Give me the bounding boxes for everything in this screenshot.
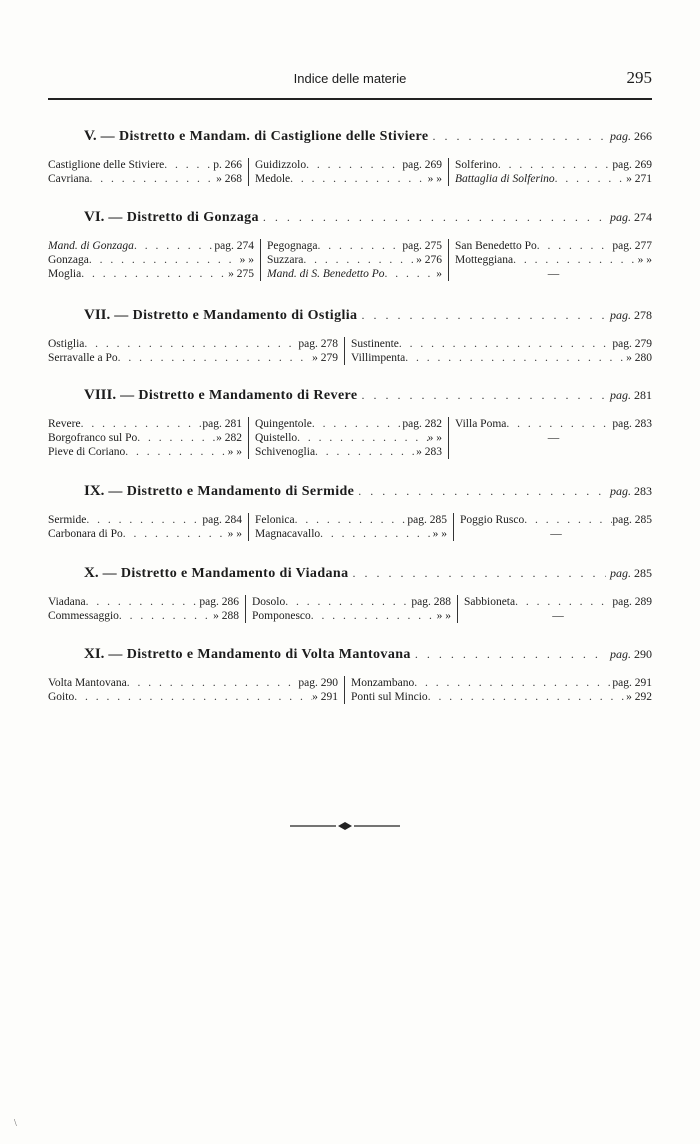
leader-dots xyxy=(137,431,216,445)
section-heading xyxy=(48,209,652,231)
entry-page-ref: » 279 xyxy=(312,352,338,364)
entries-grid xyxy=(48,417,652,459)
index-section xyxy=(48,307,652,365)
section-page-number: 290 xyxy=(634,647,652,661)
entry-column xyxy=(245,595,457,623)
leader-dots xyxy=(303,253,416,267)
page-abbrev: pag. xyxy=(610,647,631,661)
leader-dots xyxy=(86,513,202,527)
section-heading xyxy=(48,307,652,329)
section-page-ref xyxy=(610,647,652,662)
section-number: VI. xyxy=(84,209,105,225)
section-page-number: 274 xyxy=(634,210,652,224)
entry-page-ref: pag. 277 xyxy=(612,240,652,252)
entry-page-ref: pag. 269 xyxy=(612,159,652,171)
leader-dots xyxy=(81,267,228,281)
index-entry xyxy=(48,609,239,623)
entry-column xyxy=(448,417,652,459)
section-number: VII. xyxy=(84,307,111,323)
leader-dots xyxy=(515,595,612,609)
leader-dots xyxy=(164,158,213,172)
index-entry xyxy=(455,417,652,431)
entry-name: Commessaggio xyxy=(48,610,119,622)
section-page-number: 266 xyxy=(634,129,652,143)
entry-name: Villa Poma xyxy=(455,418,507,430)
entry-page-ref: pag. 286 xyxy=(199,596,239,608)
leader-dots xyxy=(290,172,427,186)
leader-dots xyxy=(297,431,427,445)
index-entry xyxy=(48,337,338,351)
entry-page-ref: » » xyxy=(227,446,242,458)
index-entry xyxy=(48,445,242,459)
ornament-divider xyxy=(290,821,400,831)
index-entry xyxy=(455,431,652,445)
section-page-ref xyxy=(610,566,652,581)
entry-page-ref: » 280 xyxy=(626,352,652,364)
entry-page-ref: pag. 288 xyxy=(411,596,451,608)
entry-page-ref: pag. 289 xyxy=(612,596,652,608)
index-entry xyxy=(255,513,447,527)
page-abbrev: pag. xyxy=(610,129,631,143)
entry-page-ref: pag. 290 xyxy=(298,677,338,689)
entry-page-ref: pag. 281 xyxy=(202,418,242,430)
entry-page-ref: pag. 282 xyxy=(402,418,442,430)
entry-column xyxy=(248,417,448,459)
entry-column xyxy=(248,158,448,186)
leader-dots xyxy=(74,690,312,704)
section-heading xyxy=(48,565,652,587)
section-title: — Distretto e Mandamento di Sermide xyxy=(108,484,355,499)
entry-column xyxy=(48,337,344,365)
leader-dots xyxy=(524,513,612,527)
stray-mark: \ xyxy=(14,1118,17,1129)
leader-dots xyxy=(433,129,606,144)
entry-page-ref: pag. 275 xyxy=(402,240,442,252)
leader-dots xyxy=(119,609,213,623)
leader-dots xyxy=(127,676,299,690)
index-section xyxy=(48,483,652,541)
index-entry xyxy=(48,431,242,445)
leader-dots xyxy=(84,337,298,351)
section-number: IX. xyxy=(84,483,105,499)
section-number: X. xyxy=(84,565,99,581)
entry-page-ref: pag. 283 xyxy=(612,418,652,430)
leader-dots xyxy=(405,351,626,365)
index-entry xyxy=(48,527,242,541)
entry-name: Dosolo xyxy=(252,596,286,608)
entry-name: Sermide xyxy=(48,514,87,526)
leader-dots xyxy=(513,253,638,267)
entry-name: — xyxy=(547,432,560,444)
index-entry xyxy=(48,417,242,431)
section-page-number: 283 xyxy=(634,484,652,498)
leader-dots xyxy=(315,445,416,459)
index-entry xyxy=(255,158,442,172)
index-entry xyxy=(351,351,652,365)
entries-grid xyxy=(48,337,652,365)
entry-page-ref: » 283 xyxy=(416,446,442,458)
leader-dots xyxy=(362,388,606,403)
entry-column xyxy=(48,158,248,186)
section-heading xyxy=(48,483,652,505)
entry-name: — xyxy=(550,528,562,540)
leader-dots xyxy=(399,337,612,351)
index-entry xyxy=(255,417,442,431)
index-entry xyxy=(455,445,652,459)
section-heading xyxy=(48,128,652,150)
entry-name: Poggio Rusco xyxy=(460,514,525,526)
leader-dots xyxy=(358,484,606,499)
entries-grid xyxy=(48,158,652,186)
entry-name: Castiglione delle Stiviere xyxy=(48,159,165,171)
leader-dots xyxy=(320,527,432,541)
index-entry xyxy=(351,676,652,690)
index-entry xyxy=(255,431,442,445)
entry-column xyxy=(448,158,652,186)
entry-name: — xyxy=(547,268,560,280)
entry-name: Suzzara xyxy=(267,254,304,266)
leader-dots xyxy=(90,172,217,186)
section-page-ref xyxy=(610,129,652,144)
entry-page-ref: » 282 xyxy=(216,432,242,444)
entry-column xyxy=(260,239,448,281)
section-page-ref xyxy=(610,484,652,499)
entry-page-ref: pag. 274 xyxy=(214,240,254,252)
index-section xyxy=(48,387,652,459)
entry-page-ref: p. 266 xyxy=(213,159,242,171)
entry-name: Borgofranco sul Po xyxy=(48,432,138,444)
entry-name: Medole xyxy=(255,173,291,185)
leader-dots xyxy=(123,527,228,541)
entry-name: Monzambano xyxy=(351,677,415,689)
entry-page-ref: » » xyxy=(239,254,254,266)
entry-page-ref: » 288 xyxy=(213,610,239,622)
section-page-number: 285 xyxy=(634,566,652,580)
section-title: — Distretto e Mandam. di Castiglione delle Stiviere xyxy=(100,129,429,144)
leader-dots xyxy=(285,595,411,609)
index-entry xyxy=(455,267,652,281)
section-title: — Distretto e Mandamento di Volta Mantovana xyxy=(108,647,411,662)
entry-column xyxy=(457,595,652,623)
leader-dots xyxy=(415,647,606,662)
index-entry xyxy=(48,172,242,186)
page-abbrev: pag. xyxy=(610,308,631,322)
index-entry xyxy=(351,690,652,704)
section-number: V. xyxy=(84,128,97,144)
index-entry xyxy=(267,239,442,253)
entry-name: Quingentole xyxy=(255,418,312,430)
entry-page-ref: » 271 xyxy=(626,173,652,185)
index-entry xyxy=(460,513,652,527)
index-entry xyxy=(48,690,338,704)
entry-name: Pomponesco xyxy=(252,610,311,622)
section-number: VIII. xyxy=(84,387,117,403)
section-title: — Distretto e Mandamento di Viadana xyxy=(102,566,349,581)
entry-name: Quistello xyxy=(255,432,298,444)
index-entry xyxy=(252,595,451,609)
section-title: — Distretto di Gonzaga xyxy=(108,210,259,225)
entry-page-ref: pag. 285 xyxy=(407,514,447,526)
entry-name: Felonica xyxy=(255,514,295,526)
entry-page-ref: » 275 xyxy=(228,268,254,280)
leader-dots xyxy=(317,239,402,253)
index-section xyxy=(48,128,652,186)
index-entry xyxy=(48,513,242,527)
header-rule xyxy=(48,98,652,100)
entry-page-ref: » xyxy=(436,268,442,280)
entries-grid xyxy=(48,676,652,704)
section-page-ref xyxy=(610,210,652,225)
entry-name: Gonzaga xyxy=(48,254,89,266)
index-entry xyxy=(48,351,338,365)
index-section xyxy=(48,646,652,704)
entry-column xyxy=(48,417,248,459)
entry-name: Ostiglia xyxy=(48,338,85,350)
section-page-number: 281 xyxy=(634,388,652,402)
leader-dots xyxy=(353,566,606,581)
index-section xyxy=(48,209,652,281)
entry-column xyxy=(48,595,245,623)
entry-page-ref: » » xyxy=(427,432,442,444)
index-entry xyxy=(48,595,239,609)
index-entry xyxy=(48,676,338,690)
page-abbrev: pag. xyxy=(610,566,631,580)
entry-column xyxy=(48,239,260,281)
entry-page-ref: pag. 285 xyxy=(612,514,652,526)
page-abbrev: pag. xyxy=(610,210,631,224)
section-page-ref xyxy=(610,388,652,403)
entry-name: Solferino xyxy=(455,159,498,171)
leader-dots xyxy=(312,417,403,431)
entry-name: Viadana xyxy=(48,596,86,608)
entry-name: Carbonara di Po xyxy=(48,528,123,540)
index-entry xyxy=(455,172,652,186)
entry-name: Ponti sul Mincio xyxy=(351,691,428,703)
page-abbrev: pag. xyxy=(610,388,631,402)
leader-dots xyxy=(414,676,612,690)
index-entry xyxy=(48,253,254,267)
leader-dots xyxy=(86,595,200,609)
entries-grid xyxy=(48,239,652,281)
section-page-ref xyxy=(610,308,652,323)
leader-dots xyxy=(555,172,626,186)
entry-name: Sabbioneta xyxy=(464,596,516,608)
index-entry xyxy=(351,337,652,351)
section-number: XI. xyxy=(84,646,105,662)
running-title: Indice delle materie xyxy=(293,71,407,86)
entry-name: Schivenoglia xyxy=(255,446,316,458)
index-entry xyxy=(48,267,254,281)
index-entry xyxy=(464,609,652,623)
entry-name: — xyxy=(552,610,564,622)
leader-dots xyxy=(263,210,606,225)
index-entry xyxy=(464,595,652,609)
entry-column xyxy=(344,676,652,704)
index-entry xyxy=(252,609,451,623)
entry-page-ref: pag. 279 xyxy=(612,338,652,350)
entry-name: Battaglia di Solferino xyxy=(455,173,555,185)
index-section xyxy=(48,565,652,623)
entry-page-ref: » » xyxy=(436,610,451,622)
entry-column xyxy=(344,337,652,365)
leader-dots xyxy=(81,417,203,431)
entry-name: Moglia xyxy=(48,268,82,280)
index-entry xyxy=(455,239,652,253)
leader-dots xyxy=(125,445,227,459)
entry-name: Pieve di Coriano xyxy=(48,446,126,458)
entry-name: Villimpenta xyxy=(351,352,406,364)
entry-page-ref: » 276 xyxy=(416,254,442,266)
entry-column xyxy=(48,513,248,541)
entry-page-ref: pag. 284 xyxy=(202,514,242,526)
entry-name: Motteggiana xyxy=(455,254,514,266)
index-entry xyxy=(455,158,652,172)
entry-name: Magnacavallo xyxy=(255,528,321,540)
entry-name: Revere xyxy=(48,418,81,430)
page-header xyxy=(48,68,652,90)
leader-dots xyxy=(506,417,612,431)
leader-dots xyxy=(361,308,606,323)
entries-grid xyxy=(48,595,652,623)
leader-dots xyxy=(385,267,437,281)
leader-dots xyxy=(295,513,408,527)
entry-page-ref: pag. 269 xyxy=(402,159,442,171)
section-heading xyxy=(48,387,652,409)
entry-name: Cavriana xyxy=(48,173,90,185)
entry-page-ref: pag. 278 xyxy=(298,338,338,350)
entry-page-ref: » » xyxy=(227,528,242,540)
index-entry xyxy=(267,267,442,281)
leader-dots xyxy=(311,609,437,623)
entry-column xyxy=(248,513,453,541)
entry-page-ref: » » xyxy=(427,173,442,185)
entry-column xyxy=(453,513,652,541)
entry-name: Mand. di S. Benedetto Po xyxy=(267,268,385,280)
entry-page-ref: » 268 xyxy=(216,173,242,185)
index-entry xyxy=(460,527,652,541)
leader-dots xyxy=(428,690,626,704)
leader-dots xyxy=(134,239,214,253)
entry-name: Serravalle a Po xyxy=(48,352,118,364)
index-entry xyxy=(455,253,652,267)
leader-dots xyxy=(537,239,613,253)
entry-name: Sustinente xyxy=(351,338,399,350)
index-entry xyxy=(255,445,442,459)
entry-page-ref: » 291 xyxy=(312,691,338,703)
entry-page-ref: » » xyxy=(432,528,447,540)
entry-name: San Benedetto Po xyxy=(455,240,537,252)
entries-grid xyxy=(48,513,652,541)
leader-dots xyxy=(498,158,613,172)
index-entry xyxy=(267,253,442,267)
entry-name: Mand. di Gonzaga xyxy=(48,240,134,252)
entry-page-ref: » 292 xyxy=(626,691,652,703)
entry-name: Pegognaga xyxy=(267,240,318,252)
index-entry xyxy=(48,158,242,172)
entry-name: Guidizzolo xyxy=(255,159,307,171)
entry-page-ref: » » xyxy=(637,254,652,266)
index-entry xyxy=(48,239,254,253)
entry-name: Volta Mantovana xyxy=(48,677,127,689)
page-number: 295 xyxy=(626,68,652,87)
index-entry xyxy=(255,172,442,186)
entry-column xyxy=(448,239,652,281)
entry-column xyxy=(48,676,344,704)
entry-name: Goito xyxy=(48,691,75,703)
page-abbrev: pag. xyxy=(610,484,631,498)
section-title: — Distretto e Mandamento di Revere xyxy=(120,388,358,403)
leader-dots xyxy=(89,253,240,267)
leader-dots xyxy=(118,351,313,365)
leader-dots xyxy=(306,158,402,172)
section-heading xyxy=(48,646,652,668)
index-entry xyxy=(255,527,447,541)
entry-page-ref: pag. 291 xyxy=(612,677,652,689)
section-page-number: 278 xyxy=(634,308,652,322)
section-title: — Distretto e Mandamento di Ostiglia xyxy=(114,308,358,323)
